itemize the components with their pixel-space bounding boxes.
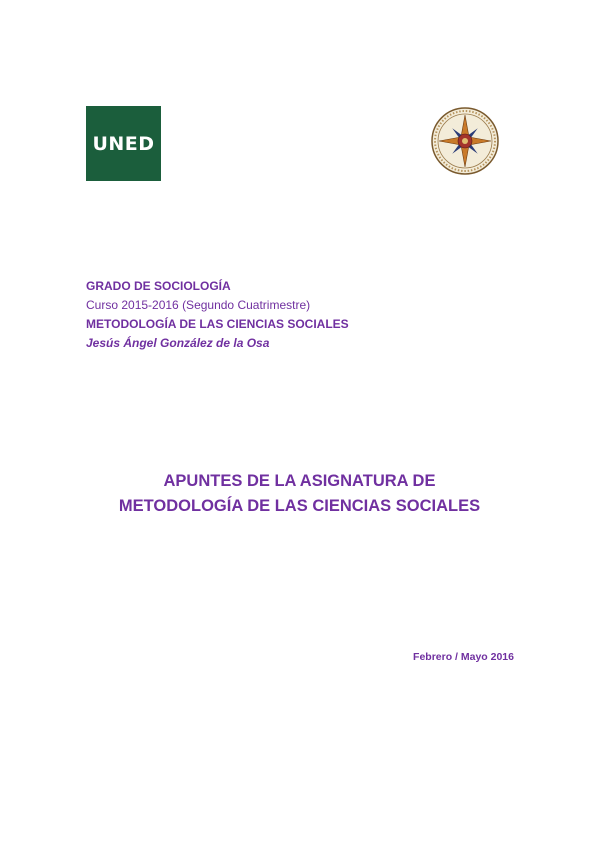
date-label: Febrero / Mayo 2016 [413,651,514,663]
title-line-1: APUNTES DE LA ASIGNATURA DE [163,472,436,490]
subject-label: METODOLOGÍA DE LAS CIENCIAS SOCIALES [86,317,349,331]
course-label: Curso 2015-2016 (Segundo Cuatrimestre) [86,298,311,312]
course-info [86,277,349,353]
degree-label: GRADO DE SOCIOLOGÍA [86,279,231,293]
document-title [0,469,599,519]
author-label: Jesús Ángel González de la Osa [86,336,270,350]
title-line-2: METODOLOGÍA DE LAS CIENCIAS SOCIALES [118,497,481,515]
uned-logo-text: UNED [92,132,155,155]
university-seal-icon [430,106,500,176]
uned-logo [86,106,161,181]
